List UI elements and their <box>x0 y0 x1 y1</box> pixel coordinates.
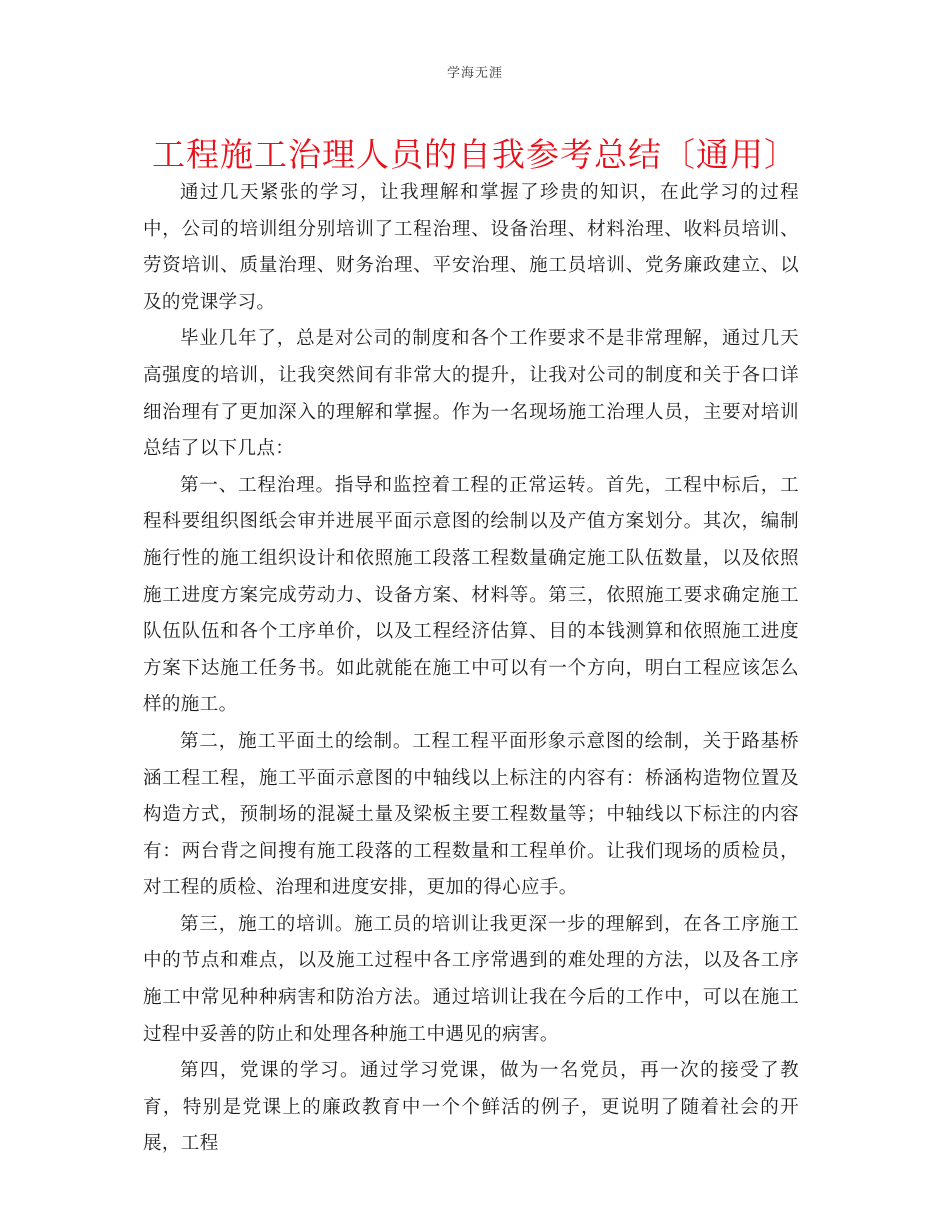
paragraph-2: 毕业几年了，总是对公司的制度和各个工作要求不是非常理解，通过几天高强度的培训，让我突然间有非常大的提升，让我对公司的制度和关于各口详细治理有了更加深入的理解和掌握。作为一名现场施工治理人员，主要对培训总结了以下几点： <box>143 328 799 460</box>
paragraph-1: 通过几天紧张的学习，让我理解和掌握了珍贵的知识，在此学习的过程中，公司的培训组分别培训了工程治理、设备治理、材料治理、收料员培训、劳资培训、质量治理、财务治理、平安治理、施工员培训、党务廉政建立、以及的党课学习。 <box>143 182 799 313</box>
page-header: 学海无涯 <box>446 66 503 81</box>
document-title: 工程施工治理人员的自我参考总结〔通用〕 <box>152 135 798 174</box>
paragraph-5: 第三，施工的培训。施工员的培训让我更深一步的理解到，在各工序施工中的节点和难点，以及施工过程中各工序常遇到的难处理的方法，以及各工序施工中常见种种病害和防治方法。通过培训让我在今后的工作中，可以在施工过程中妥善的防止和处理各种施工中遇见的病害。 <box>143 913 799 1045</box>
paragraph-6: 第四，党课的学习。通过学习党课，做为一名党员，再一次的接受了教育，特别是党课上的廉政教育中一个个鲜活的例子，更说明了随着社会的开展，工程 <box>143 1060 799 1155</box>
document-body <box>143 175 799 1163</box>
paragraph-4: 第二，施工平面土的绘制。工程工程平面形象示意图的绘制，关于路基桥涵工程工程，施工平面示意图的中轴线以上标注的内容有：桥涵构造物位置及构造方式，预制场的混凝土量及梁板主要工程数量等；中轴线以下标注的内容有：两台背之间搜有施工段落的工程数量和工程单价。让我们现场的质检员，对工程的质检、治理和进度安排，更加的得心应手。 <box>143 730 799 899</box>
paragraph-3: 第一、工程治理。指导和监控着工程的正常运转。首先，工程中标后，工程科要组织图纸会审并进展平面示意图的绘制以及产值方案划分。其次，编制施行性的施工组织设计和依照施工段落工程数量确定施工队伍数量，以及依照施工进度方案完成劳动力、设备方案、材料等。第三，依照施工要求确定施工队伍队伍和各个工序单价，以及工程经济估算、目的本钱测算和依照施工进度方案下达施工任务书。如此就能在施工中可以有一个方向，明白工程应该怎么样的施工。 <box>143 474 799 716</box>
